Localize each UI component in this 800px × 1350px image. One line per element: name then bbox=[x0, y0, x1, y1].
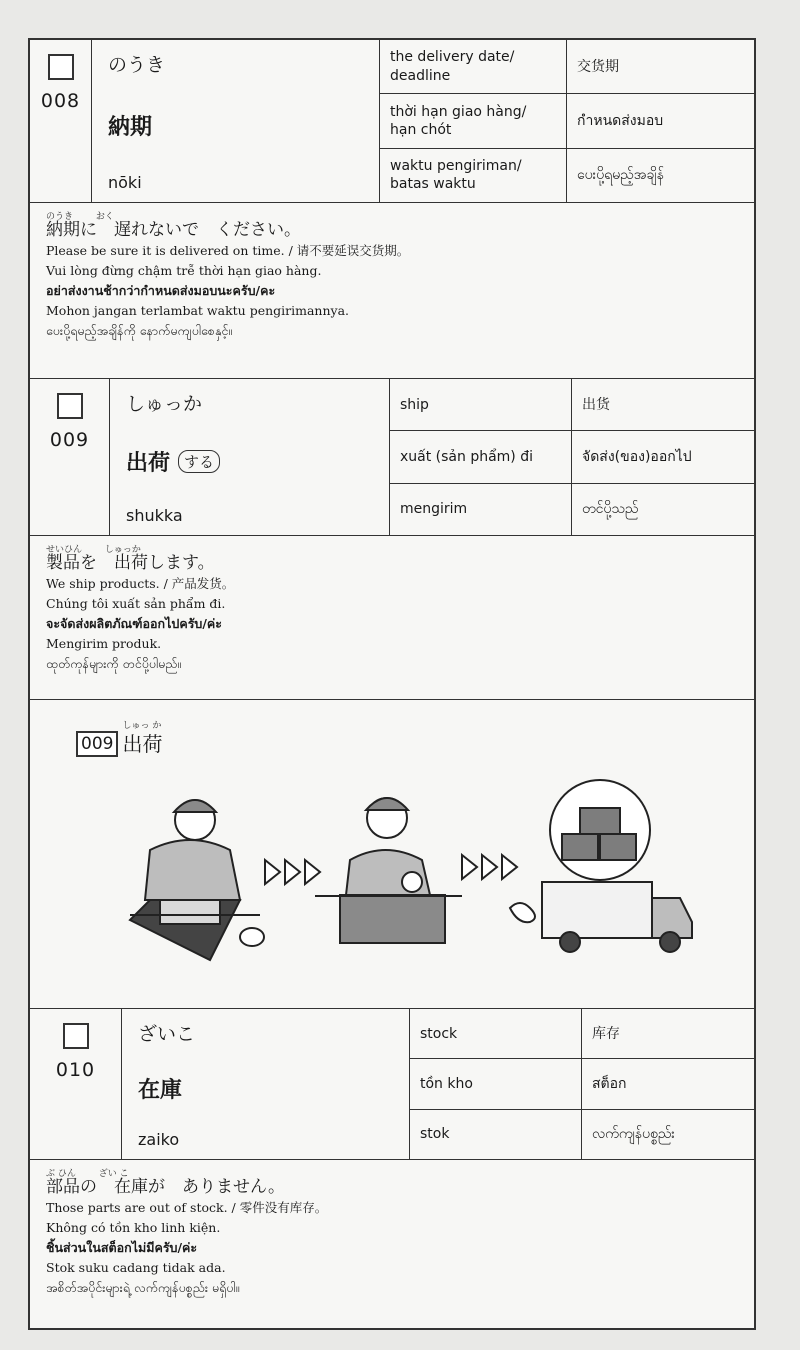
translations-grid bbox=[410, 1009, 754, 1159]
romaji: shukka bbox=[126, 506, 183, 525]
example-id: Mengirim produk. bbox=[46, 636, 162, 652]
worker-packing-icon bbox=[130, 800, 264, 960]
translation-en: ship bbox=[390, 379, 572, 431]
suru-badge: する bbox=[178, 450, 220, 473]
kanji-text: 納期 bbox=[108, 114, 153, 140]
entry-010-example bbox=[30, 1160, 754, 1304]
entry-009-example bbox=[30, 536, 754, 700]
word-column bbox=[92, 40, 380, 202]
reading: ざいこ bbox=[138, 1023, 196, 1045]
word-column bbox=[122, 1009, 410, 1159]
example-id: Mohon jangan terlambat waktu pengirimannya. bbox=[46, 303, 350, 319]
illustration-svg bbox=[30, 700, 754, 1008]
example-japanese: 製品を 出荷します。 bbox=[46, 553, 215, 573]
translation-zh: 交货期 bbox=[567, 40, 754, 94]
example-en-zh: We ship products. / 产品发货。 bbox=[46, 576, 235, 592]
translation-my: လက်ကျန်ပစ္စည်း bbox=[592, 1126, 675, 1143]
translation-my: တင်ပို့သည် bbox=[582, 501, 639, 518]
kanji bbox=[126, 446, 373, 477]
romaji: zaiko bbox=[138, 1130, 180, 1149]
translations-grid bbox=[390, 379, 754, 535]
entry-009-header bbox=[30, 379, 754, 536]
example-my: ပေးပို့ရမည့်အချိန်ကို နောက်မကျပါစေနှင့်။ bbox=[46, 323, 233, 339]
example-th: อย่าส่งงานช้ากว่ากำหนดส่งมอบนะครับ/คะ bbox=[46, 283, 276, 299]
checkbox-008[interactable] bbox=[48, 54, 74, 80]
example-id: Stok suku cadang tidak ada. bbox=[46, 1260, 226, 1276]
example-ruby: のうき おく bbox=[46, 212, 114, 222]
kanji bbox=[108, 110, 363, 141]
illustration-tag: 009 bbox=[76, 731, 118, 757]
translation-th: จัดส่ง(ของ)ออกไป bbox=[572, 431, 754, 483]
example-vi: Không có tồn kho linh kiện. bbox=[46, 1220, 221, 1236]
reading: のうき bbox=[108, 54, 166, 76]
arrows-icon bbox=[265, 860, 320, 884]
entry-008-example bbox=[30, 203, 754, 379]
entry-008-header bbox=[30, 40, 754, 203]
illustration-ruby: しゅっ か bbox=[122, 721, 162, 731]
example-th: ชิ้นส่วนในสต็อกไม่มีครับ/ค่ะ bbox=[46, 1240, 198, 1256]
entry-number-column bbox=[30, 1009, 122, 1159]
translation-id: stok bbox=[410, 1110, 582, 1159]
translation-zh: 出货 bbox=[572, 379, 754, 431]
example-my: ထုတ်ကုန်များကို တင်ပို့ပါမည်။ bbox=[46, 656, 182, 672]
illustration-panel bbox=[30, 700, 754, 1009]
example-vi: Vui lòng đừng chậm trễ thời hạn giao hàng. bbox=[46, 263, 322, 279]
example-en-zh: Please be sure it is delivered on time. / 请不要延误交货期。 bbox=[46, 243, 410, 259]
arrows-icon bbox=[462, 855, 517, 879]
checkbox-010[interactable] bbox=[63, 1023, 89, 1049]
translation-vi: tồn kho bbox=[410, 1059, 582, 1109]
translation-en: the delivery date/ deadline bbox=[380, 40, 567, 94]
kanji-text: 在庫 bbox=[138, 1077, 183, 1103]
worker-taping-icon bbox=[315, 798, 462, 943]
translation-th: สต็อก bbox=[582, 1059, 754, 1109]
entry-number: 010 bbox=[55, 1059, 96, 1081]
entry-number-column bbox=[30, 379, 110, 535]
entry-010-header bbox=[30, 1009, 754, 1160]
translation-id: mengirim bbox=[390, 484, 572, 535]
translation-my: ပေးပို့ရမည့်အချိန် bbox=[577, 167, 664, 184]
translation-id: waktu pengiriman/ batas waktu bbox=[380, 149, 567, 202]
entry-number: 008 bbox=[40, 90, 81, 112]
example-vi: Chúng tôi xuất sản phẩm đi. bbox=[46, 596, 226, 612]
romaji: nōki bbox=[108, 173, 142, 192]
example-th: จะจัดส่งผลิตภัณฑ์ออกไปครับ/ค่ะ bbox=[46, 616, 222, 632]
reading: しゅっか bbox=[126, 393, 203, 415]
illustration-word: 出荷 bbox=[122, 732, 163, 756]
vocabulary-page bbox=[28, 38, 756, 1330]
example-en-zh: Those parts are out of stock. / 零件没有库存。 bbox=[46, 1200, 328, 1216]
entry-number-column bbox=[30, 40, 92, 202]
delivery-truck-icon bbox=[510, 780, 692, 952]
entry-number: 009 bbox=[49, 429, 90, 451]
translations-grid bbox=[380, 40, 754, 202]
example-ruby: せいひん しゅっか bbox=[46, 545, 141, 555]
example-ruby: ぶ ひん ざい こ bbox=[46, 1169, 129, 1179]
translation-th: กำหนดส่งมอบ bbox=[567, 94, 754, 148]
translation-en: stock bbox=[410, 1009, 582, 1059]
example-my: အစိတ်အပိုင်းများရဲ့ လက်ကျန်ပစ္စည်း မရှိပါ။ bbox=[46, 1280, 240, 1296]
translation-vi: thời hạn giao hàng/ hạn chót bbox=[380, 94, 567, 148]
kanji bbox=[138, 1073, 393, 1104]
translation-vi: xuất (sản phẩm) đi bbox=[390, 431, 572, 483]
translation-zh: 库存 bbox=[582, 1009, 754, 1059]
word-column bbox=[110, 379, 390, 535]
example-japanese: 納期に 遅れないで ください。 bbox=[46, 220, 301, 240]
example-japanese: 部品の 在庫が ありません。 bbox=[46, 1177, 286, 1197]
kanji-text: 出荷 bbox=[126, 450, 171, 476]
checkbox-009[interactable] bbox=[57, 393, 83, 419]
